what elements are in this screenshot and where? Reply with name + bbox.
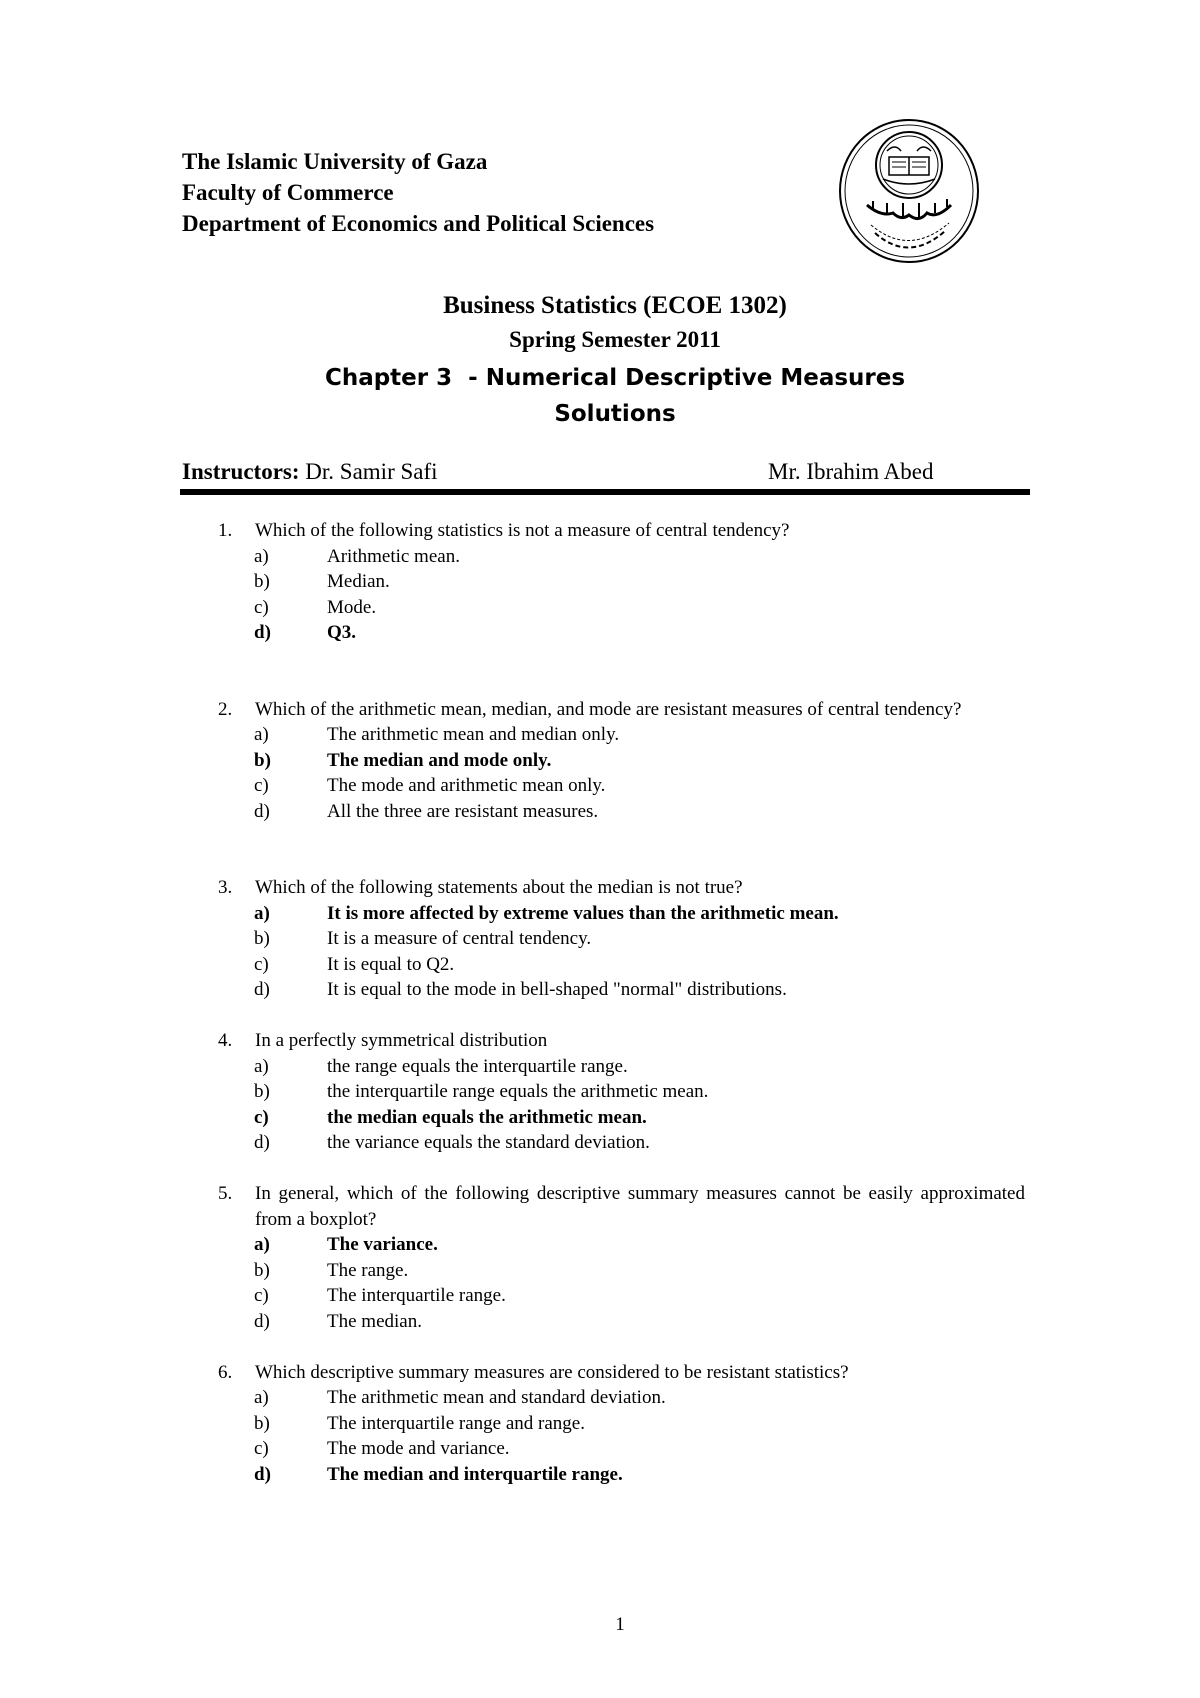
- option-list: [0, 544, 1200, 646]
- option: [0, 1079, 1200, 1105]
- option-text: The interquartile range and range.: [327, 1412, 585, 1434]
- option-text: The range.: [327, 1259, 409, 1281]
- question-number: 4.: [218, 1030, 233, 1051]
- option-label: b): [254, 571, 270, 592]
- page-number: 1: [615, 1614, 625, 1635]
- option-text: The mode and variance.: [327, 1438, 510, 1459]
- option-list: [0, 1232, 1200, 1334]
- option-text: The median.: [327, 1310, 422, 1332]
- option: [0, 977, 1200, 1003]
- option: [0, 569, 1200, 595]
- option-text: All the three are resistant measures.: [327, 800, 599, 822]
- correct-option: [0, 1232, 1200, 1258]
- option: [0, 544, 1200, 570]
- option: [0, 595, 1200, 621]
- correct-option: [0, 901, 1200, 927]
- question-6: [0, 1360, 1200, 1488]
- correct-option: [0, 1462, 1200, 1488]
- option-label: b): [254, 749, 271, 771]
- option-text: It is more affected by extreme values than the arithmetic mean.: [327, 902, 839, 924]
- option-text: Arithmetic mean.: [327, 545, 460, 567]
- question-number: 2.: [218, 698, 233, 720]
- question-list: [0, 518, 1200, 1487]
- option: [0, 1385, 1200, 1411]
- option-text: The variance.: [327, 1234, 438, 1255]
- option-label: d): [254, 1310, 270, 1332]
- option-label: a): [254, 1055, 269, 1077]
- option-label: c): [254, 1438, 269, 1459]
- option-label: a): [254, 1387, 269, 1408]
- option-text: The median and interquartile range.: [327, 1463, 623, 1485]
- question-4: [0, 1028, 1200, 1156]
- option: [0, 773, 1200, 799]
- option-text: Median.: [327, 571, 390, 592]
- chapter-title: Chapter 3 - Numerical Descriptive Measures: [324, 365, 906, 391]
- option-label: d): [254, 800, 270, 822]
- option: [0, 1258, 1200, 1284]
- option-label: b): [254, 928, 270, 949]
- option-label: a): [254, 1234, 270, 1255]
- option-label: d): [254, 979, 270, 1000]
- question-number: 3.: [218, 877, 233, 898]
- option-text: It is equal to Q2.: [327, 953, 455, 975]
- question-text: Which of the arithmetic mean, median, and mode are resistant measures of central tendency?: [255, 698, 962, 720]
- option-list: [0, 1054, 1200, 1156]
- option-label: c): [254, 775, 269, 796]
- title-block: [0, 289, 1200, 432]
- correct-option: [0, 620, 1200, 646]
- option-label: a): [254, 545, 269, 567]
- option-label: c): [254, 953, 269, 975]
- question-number: 1.: [218, 520, 233, 541]
- option-text: The mode and arithmetic mean only.: [327, 775, 606, 796]
- option: [0, 1309, 1200, 1335]
- question-number: 6.: [218, 1361, 233, 1383]
- faculty-name: Faculty of Commerce: [182, 180, 394, 205]
- question-3: [0, 875, 1200, 1003]
- option: [0, 1054, 1200, 1080]
- option-text: Mode.: [327, 596, 377, 618]
- option-text: the range equals the interquartile range.: [327, 1055, 628, 1077]
- question-text: Which of the following statistics is not a measure of central tendency?: [255, 520, 790, 541]
- question-5: [0, 1181, 1200, 1334]
- option-label: d): [254, 1132, 270, 1153]
- option-text: It is equal to the mode in bell-shaped "normal" distributions.: [327, 979, 787, 1000]
- option: [0, 799, 1200, 825]
- question-text: In a perfectly symmetrical distribution: [255, 1030, 548, 1051]
- option-label: c): [254, 1285, 269, 1306]
- option-list: [0, 1385, 1200, 1487]
- option-list: [0, 901, 1200, 1003]
- option: [0, 1130, 1200, 1156]
- question-text: In general, which of the following descriptive summary measures cannot be easily approximated from a boxplot?: [255, 1183, 1025, 1230]
- option-label: b): [254, 1081, 270, 1102]
- option-label: b): [254, 1259, 270, 1281]
- option: [0, 952, 1200, 978]
- header-divider: [180, 489, 1030, 495]
- question-1: [0, 518, 1200, 646]
- option-text: the median equals the arithmetic mean.: [327, 1106, 647, 1128]
- option-label: b): [254, 1412, 270, 1434]
- question-2: [0, 697, 1200, 825]
- option: [0, 1411, 1200, 1437]
- option-text: The median and mode only.: [327, 749, 552, 771]
- option-label: c): [254, 1106, 269, 1128]
- course-title: Business Statistics (ECOE 1302): [443, 292, 787, 319]
- option-label: a): [254, 902, 270, 924]
- question-number: 5.: [218, 1183, 233, 1204]
- option-label: d): [254, 1463, 271, 1485]
- document-header: [182, 146, 654, 239]
- instructor-first: Dr. Samir Safi: [305, 459, 438, 484]
- option-list: [0, 722, 1200, 824]
- option: [0, 926, 1200, 952]
- option-text: Q3.: [327, 622, 357, 643]
- option-text: The arithmetic mean and median only.: [327, 724, 620, 745]
- option-text: The interquartile range.: [327, 1285, 506, 1306]
- option-text: It is a measure of central tendency.: [327, 928, 592, 949]
- instructor-second: Mr. Ibrahim Abed: [768, 459, 934, 484]
- correct-option: [0, 1105, 1200, 1131]
- instructors-label: Instructors:: [182, 459, 300, 484]
- solutions-heading: Solutions: [554, 401, 676, 427]
- option-text: The arithmetic mean and standard deviation.: [327, 1387, 666, 1408]
- option-text: the interquartile range equals the arithmetic mean.: [327, 1081, 709, 1102]
- department-name: Department of Economics and Political Sciences: [182, 211, 655, 236]
- correct-option: [0, 748, 1200, 774]
- question-text: Which descriptive summary measures are considered to be resistant statistics?: [255, 1361, 849, 1383]
- option-text: the variance equals the standard deviation.: [327, 1132, 650, 1153]
- option: [0, 1436, 1200, 1462]
- instructors-line: [182, 456, 1030, 488]
- option: [0, 722, 1200, 748]
- university-seal-icon: [837, 117, 981, 265]
- university-name: The Islamic University of Gaza: [182, 149, 488, 174]
- semester: Spring Semester 2011: [509, 327, 721, 352]
- option: [0, 1283, 1200, 1309]
- option-label: a): [254, 724, 269, 745]
- option-label: c): [254, 596, 269, 618]
- option-label: d): [254, 622, 271, 643]
- question-text: Which of the following statements about the median is not true?: [255, 877, 743, 898]
